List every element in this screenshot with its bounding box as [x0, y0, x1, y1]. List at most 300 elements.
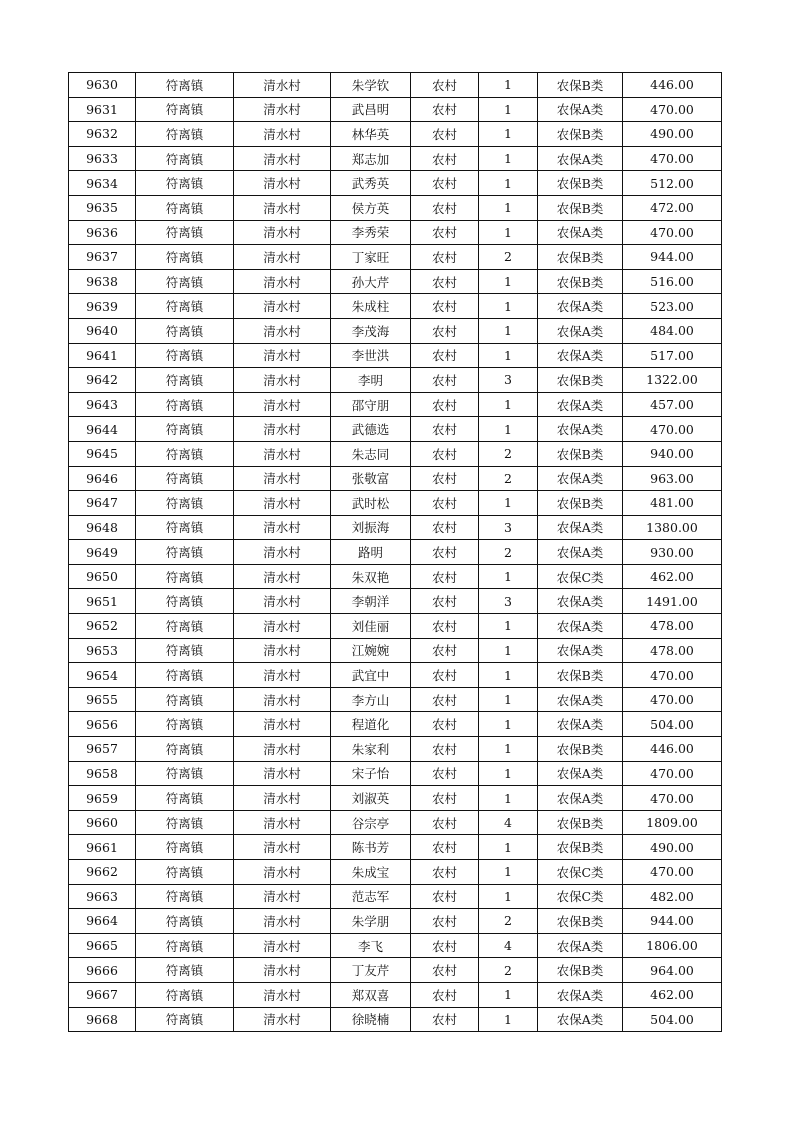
row-number-cell: 9668: [69, 1007, 136, 1032]
amount-cell: 512.00: [623, 171, 722, 196]
name-cell: 程道化: [331, 712, 411, 737]
amount-cell: 472.00: [623, 195, 722, 220]
name-cell: 朱学钦: [331, 73, 411, 98]
amount-cell: 446.00: [623, 737, 722, 762]
household-type-cell: 农村: [411, 97, 479, 122]
village-cell: 清水村: [234, 122, 331, 147]
row-number-cell: 9645: [69, 441, 136, 466]
town-cell: 符离镇: [136, 441, 234, 466]
amount-cell: 470.00: [623, 417, 722, 442]
name-cell: 郑双喜: [331, 982, 411, 1007]
household-type-cell: 农村: [411, 663, 479, 688]
household-type-cell: 农村: [411, 515, 479, 540]
table-row: [69, 343, 722, 368]
people-count-cell: 1: [479, 294, 538, 319]
village-cell: 清水村: [234, 958, 331, 983]
insurance-category-cell: 农保A类: [538, 1007, 623, 1032]
town-cell: 符离镇: [136, 269, 234, 294]
insurance-category-cell: 农保A类: [538, 515, 623, 540]
village-cell: 清水村: [234, 343, 331, 368]
table-row: [69, 294, 722, 319]
amount-cell: 504.00: [623, 1007, 722, 1032]
town-cell: 符离镇: [136, 933, 234, 958]
row-number-cell: 9664: [69, 909, 136, 934]
name-cell: 朱家利: [331, 737, 411, 762]
village-cell: 清水村: [234, 933, 331, 958]
row-number-cell: 9640: [69, 318, 136, 343]
village-cell: 清水村: [234, 810, 331, 835]
amount-cell: 504.00: [623, 712, 722, 737]
row-number-cell: 9638: [69, 269, 136, 294]
town-cell: 符离镇: [136, 761, 234, 786]
insurance-category-cell: 农保A类: [538, 417, 623, 442]
table-row: [69, 245, 722, 270]
amount-cell: 516.00: [623, 269, 722, 294]
household-type-cell: 农村: [411, 343, 479, 368]
town-cell: 符离镇: [136, 712, 234, 737]
people-count-cell: 1: [479, 1007, 538, 1032]
name-cell: 朱成宝: [331, 860, 411, 885]
row-number-cell: 9642: [69, 368, 136, 393]
name-cell: 朱学朋: [331, 909, 411, 934]
household-type-cell: 农村: [411, 73, 479, 98]
table-row: [69, 663, 722, 688]
town-cell: 符离镇: [136, 663, 234, 688]
row-number-cell: 9644: [69, 417, 136, 442]
town-cell: 符离镇: [136, 810, 234, 835]
table-row: [69, 786, 722, 811]
name-cell: 侯方英: [331, 195, 411, 220]
household-type-cell: 农村: [411, 171, 479, 196]
people-count-cell: 1: [479, 638, 538, 663]
people-count-cell: 1: [479, 884, 538, 909]
name-cell: 李秀荣: [331, 220, 411, 245]
amount-cell: 523.00: [623, 294, 722, 319]
insurance-category-cell: 农保A类: [538, 638, 623, 663]
household-type-cell: 农村: [411, 835, 479, 860]
people-count-cell: 3: [479, 368, 538, 393]
people-count-cell: 4: [479, 933, 538, 958]
town-cell: 符离镇: [136, 392, 234, 417]
row-number-cell: 9650: [69, 564, 136, 589]
row-number-cell: 9631: [69, 97, 136, 122]
people-count-cell: 1: [479, 269, 538, 294]
village-cell: 清水村: [234, 712, 331, 737]
household-type-cell: 农村: [411, 318, 479, 343]
amount-cell: 478.00: [623, 614, 722, 639]
household-type-cell: 农村: [411, 195, 479, 220]
row-number-cell: 9646: [69, 466, 136, 491]
people-count-cell: 1: [479, 564, 538, 589]
insurance-category-cell: 农保B类: [538, 195, 623, 220]
town-cell: 符离镇: [136, 466, 234, 491]
table-row: [69, 1007, 722, 1032]
name-cell: 武秀英: [331, 171, 411, 196]
table-row: [69, 933, 722, 958]
row-number-cell: 9661: [69, 835, 136, 860]
people-count-cell: 3: [479, 589, 538, 614]
people-count-cell: 1: [479, 491, 538, 516]
table-row: [69, 982, 722, 1007]
people-count-cell: 1: [479, 663, 538, 688]
amount-cell: 490.00: [623, 835, 722, 860]
amount-cell: 1809.00: [623, 810, 722, 835]
row-number-cell: 9666: [69, 958, 136, 983]
insurance-category-cell: 农保B类: [538, 122, 623, 147]
table-row: [69, 491, 722, 516]
insurance-category-cell: 农保A类: [538, 761, 623, 786]
amount-cell: 457.00: [623, 392, 722, 417]
amount-cell: 1380.00: [623, 515, 722, 540]
village-cell: 清水村: [234, 417, 331, 442]
people-count-cell: 1: [479, 761, 538, 786]
household-type-cell: 农村: [411, 491, 479, 516]
table-row: [69, 73, 722, 98]
name-cell: 李明: [331, 368, 411, 393]
row-number-cell: 9649: [69, 540, 136, 565]
row-number-cell: 9636: [69, 220, 136, 245]
row-number-cell: 9634: [69, 171, 136, 196]
name-cell: 郑志加: [331, 146, 411, 171]
amount-cell: 470.00: [623, 687, 722, 712]
household-type-cell: 农村: [411, 786, 479, 811]
people-count-cell: 4: [479, 810, 538, 835]
household-type-cell: 农村: [411, 860, 479, 885]
town-cell: 符离镇: [136, 884, 234, 909]
village-cell: 清水村: [234, 909, 331, 934]
village-cell: 清水村: [234, 540, 331, 565]
amount-cell: 940.00: [623, 441, 722, 466]
insurance-category-cell: 农保C类: [538, 860, 623, 885]
subsidy-table: [68, 72, 722, 1032]
people-count-cell: 1: [479, 146, 538, 171]
insurance-category-cell: 农保A类: [538, 146, 623, 171]
row-number-cell: 9654: [69, 663, 136, 688]
name-cell: 李世洪: [331, 343, 411, 368]
people-count-cell: 1: [479, 220, 538, 245]
household-type-cell: 农村: [411, 1007, 479, 1032]
household-type-cell: 农村: [411, 737, 479, 762]
people-count-cell: 1: [479, 982, 538, 1007]
household-type-cell: 农村: [411, 589, 479, 614]
name-cell: 武昌明: [331, 97, 411, 122]
name-cell: 刘振海: [331, 515, 411, 540]
row-number-cell: 9651: [69, 589, 136, 614]
table-row: [69, 909, 722, 934]
town-cell: 符离镇: [136, 638, 234, 663]
household-type-cell: 农村: [411, 220, 479, 245]
town-cell: 符离镇: [136, 515, 234, 540]
table-row: [69, 835, 722, 860]
village-cell: 清水村: [234, 146, 331, 171]
amount-cell: 930.00: [623, 540, 722, 565]
village-cell: 清水村: [234, 884, 331, 909]
table-row: [69, 810, 722, 835]
insurance-category-cell: 农保B类: [538, 663, 623, 688]
people-count-cell: 2: [479, 540, 538, 565]
village-cell: 清水村: [234, 638, 331, 663]
insurance-category-cell: 农保B类: [538, 73, 623, 98]
insurance-category-cell: 农保B类: [538, 810, 623, 835]
household-type-cell: 农村: [411, 982, 479, 1007]
amount-cell: 470.00: [623, 786, 722, 811]
name-cell: 孙大芹: [331, 269, 411, 294]
name-cell: 朱志同: [331, 441, 411, 466]
insurance-category-cell: 农保A类: [538, 786, 623, 811]
insurance-category-cell: 农保A类: [538, 343, 623, 368]
people-count-cell: 1: [479, 122, 538, 147]
name-cell: 宋子怡: [331, 761, 411, 786]
amount-cell: 490.00: [623, 122, 722, 147]
amount-cell: 470.00: [623, 220, 722, 245]
village-cell: 清水村: [234, 737, 331, 762]
town-cell: 符离镇: [136, 860, 234, 885]
household-type-cell: 农村: [411, 638, 479, 663]
household-type-cell: 农村: [411, 540, 479, 565]
amount-cell: 944.00: [623, 909, 722, 934]
name-cell: 范志军: [331, 884, 411, 909]
name-cell: 丁友芹: [331, 958, 411, 983]
amount-cell: 478.00: [623, 638, 722, 663]
table-row: [69, 368, 722, 393]
table-row: [69, 712, 722, 737]
insurance-category-cell: 农保A类: [538, 982, 623, 1007]
household-type-cell: 农村: [411, 687, 479, 712]
town-cell: 符离镇: [136, 835, 234, 860]
village-cell: 清水村: [234, 982, 331, 1007]
amount-cell: 446.00: [623, 73, 722, 98]
table-row: [69, 195, 722, 220]
row-number-cell: 9635: [69, 195, 136, 220]
insurance-category-cell: 农保B类: [538, 737, 623, 762]
town-cell: 符离镇: [136, 417, 234, 442]
people-count-cell: 1: [479, 712, 538, 737]
insurance-category-cell: 农保A类: [538, 392, 623, 417]
town-cell: 符离镇: [136, 97, 234, 122]
insurance-category-cell: 农保A类: [538, 687, 623, 712]
name-cell: 武时松: [331, 491, 411, 516]
household-type-cell: 农村: [411, 909, 479, 934]
row-number-cell: 9662: [69, 860, 136, 885]
insurance-category-cell: 农保A类: [538, 614, 623, 639]
town-cell: 符离镇: [136, 171, 234, 196]
name-cell: 路明: [331, 540, 411, 565]
table-row: [69, 860, 722, 885]
table-row: [69, 540, 722, 565]
insurance-category-cell: 农保B类: [538, 441, 623, 466]
amount-cell: 470.00: [623, 97, 722, 122]
village-cell: 清水村: [234, 368, 331, 393]
insurance-category-cell: 农保B类: [538, 491, 623, 516]
village-cell: 清水村: [234, 466, 331, 491]
people-count-cell: 1: [479, 687, 538, 712]
people-count-cell: 1: [479, 195, 538, 220]
village-cell: 清水村: [234, 294, 331, 319]
table-row: [69, 515, 722, 540]
table-body: [69, 73, 722, 1032]
insurance-category-cell: 农保A类: [538, 318, 623, 343]
town-cell: 符离镇: [136, 982, 234, 1007]
amount-cell: 517.00: [623, 343, 722, 368]
name-cell: 武德选: [331, 417, 411, 442]
people-count-cell: 1: [479, 835, 538, 860]
amount-cell: 484.00: [623, 318, 722, 343]
name-cell: 邵守朋: [331, 392, 411, 417]
town-cell: 符离镇: [136, 737, 234, 762]
town-cell: 符离镇: [136, 786, 234, 811]
town-cell: 符离镇: [136, 195, 234, 220]
table-row: [69, 220, 722, 245]
row-number-cell: 9653: [69, 638, 136, 663]
household-type-cell: 农村: [411, 712, 479, 737]
row-number-cell: 9633: [69, 146, 136, 171]
people-count-cell: 1: [479, 417, 538, 442]
village-cell: 清水村: [234, 97, 331, 122]
name-cell: 陈书芳: [331, 835, 411, 860]
name-cell: 李朝洋: [331, 589, 411, 614]
insurance-category-cell: 农保B类: [538, 835, 623, 860]
amount-cell: 462.00: [623, 982, 722, 1007]
village-cell: 清水村: [234, 220, 331, 245]
village-cell: 清水村: [234, 441, 331, 466]
insurance-category-cell: 农保A类: [538, 589, 623, 614]
village-cell: 清水村: [234, 589, 331, 614]
row-number-cell: 9647: [69, 491, 136, 516]
household-type-cell: 农村: [411, 933, 479, 958]
table-row: [69, 466, 722, 491]
people-count-cell: 1: [479, 614, 538, 639]
people-count-cell: 1: [479, 171, 538, 196]
name-cell: 徐晓楠: [331, 1007, 411, 1032]
amount-cell: 963.00: [623, 466, 722, 491]
table-row: [69, 392, 722, 417]
table-row: [69, 638, 722, 663]
table-row: [69, 884, 722, 909]
table-row: [69, 614, 722, 639]
name-cell: 李方山: [331, 687, 411, 712]
table-row: [69, 958, 722, 983]
row-number-cell: 9637: [69, 245, 136, 270]
insurance-category-cell: 农保A类: [538, 97, 623, 122]
household-type-cell: 农村: [411, 368, 479, 393]
village-cell: 清水村: [234, 318, 331, 343]
people-count-cell: 1: [479, 860, 538, 885]
name-cell: 武宜中: [331, 663, 411, 688]
row-number-cell: 9639: [69, 294, 136, 319]
town-cell: 符离镇: [136, 491, 234, 516]
household-type-cell: 农村: [411, 564, 479, 589]
town-cell: 符离镇: [136, 73, 234, 98]
table-row: [69, 269, 722, 294]
people-count-cell: 1: [479, 73, 538, 98]
household-type-cell: 农村: [411, 810, 479, 835]
table-row: [69, 417, 722, 442]
people-count-cell: 1: [479, 737, 538, 762]
row-number-cell: 9658: [69, 761, 136, 786]
insurance-category-cell: 农保C类: [538, 884, 623, 909]
amount-cell: 481.00: [623, 491, 722, 516]
amount-cell: 964.00: [623, 958, 722, 983]
people-count-cell: 1: [479, 343, 538, 368]
insurance-category-cell: 农保A类: [538, 540, 623, 565]
village-cell: 清水村: [234, 835, 331, 860]
table-row: [69, 97, 722, 122]
people-count-cell: 2: [479, 245, 538, 270]
village-cell: 清水村: [234, 1007, 331, 1032]
insurance-category-cell: 农保A类: [538, 933, 623, 958]
name-cell: 张敬富: [331, 466, 411, 491]
row-number-cell: 9663: [69, 884, 136, 909]
insurance-category-cell: 农保A类: [538, 294, 623, 319]
row-number-cell: 9656: [69, 712, 136, 737]
village-cell: 清水村: [234, 491, 331, 516]
insurance-category-cell: 农保C类: [538, 564, 623, 589]
name-cell: 李飞: [331, 933, 411, 958]
table-row: [69, 122, 722, 147]
amount-cell: 944.00: [623, 245, 722, 270]
amount-cell: 470.00: [623, 663, 722, 688]
insurance-category-cell: 农保B类: [538, 909, 623, 934]
household-type-cell: 农村: [411, 441, 479, 466]
household-type-cell: 农村: [411, 122, 479, 147]
name-cell: 刘淑英: [331, 786, 411, 811]
name-cell: 朱成柱: [331, 294, 411, 319]
insurance-category-cell: 农保B类: [538, 269, 623, 294]
name-cell: 朱双艳: [331, 564, 411, 589]
household-type-cell: 农村: [411, 269, 479, 294]
town-cell: 符离镇: [136, 614, 234, 639]
name-cell: 谷宗亭: [331, 810, 411, 835]
village-cell: 清水村: [234, 195, 331, 220]
table-row: [69, 171, 722, 196]
row-number-cell: 9665: [69, 933, 136, 958]
row-number-cell: 9632: [69, 122, 136, 147]
household-type-cell: 农村: [411, 958, 479, 983]
table-row: [69, 564, 722, 589]
town-cell: 符离镇: [136, 343, 234, 368]
row-number-cell: 9659: [69, 786, 136, 811]
amount-cell: 1322.00: [623, 368, 722, 393]
people-count-cell: 1: [479, 392, 538, 417]
insurance-category-cell: 农保B类: [538, 245, 623, 270]
town-cell: 符离镇: [136, 245, 234, 270]
town-cell: 符离镇: [136, 146, 234, 171]
household-type-cell: 农村: [411, 417, 479, 442]
table-row: [69, 441, 722, 466]
village-cell: 清水村: [234, 269, 331, 294]
town-cell: 符离镇: [136, 1007, 234, 1032]
village-cell: 清水村: [234, 786, 331, 811]
amount-cell: 462.00: [623, 564, 722, 589]
household-type-cell: 农村: [411, 884, 479, 909]
table-row: [69, 737, 722, 762]
insurance-category-cell: 农保B类: [538, 958, 623, 983]
name-cell: 丁家旺: [331, 245, 411, 270]
village-cell: 清水村: [234, 663, 331, 688]
people-count-cell: 1: [479, 97, 538, 122]
row-number-cell: 9657: [69, 737, 136, 762]
town-cell: 符离镇: [136, 540, 234, 565]
row-number-cell: 9630: [69, 73, 136, 98]
table-row: [69, 761, 722, 786]
town-cell: 符离镇: [136, 909, 234, 934]
household-type-cell: 农村: [411, 392, 479, 417]
amount-cell: 470.00: [623, 761, 722, 786]
amount-cell: 470.00: [623, 860, 722, 885]
insurance-category-cell: 农保A类: [538, 220, 623, 245]
name-cell: 林华英: [331, 122, 411, 147]
table-row: [69, 687, 722, 712]
